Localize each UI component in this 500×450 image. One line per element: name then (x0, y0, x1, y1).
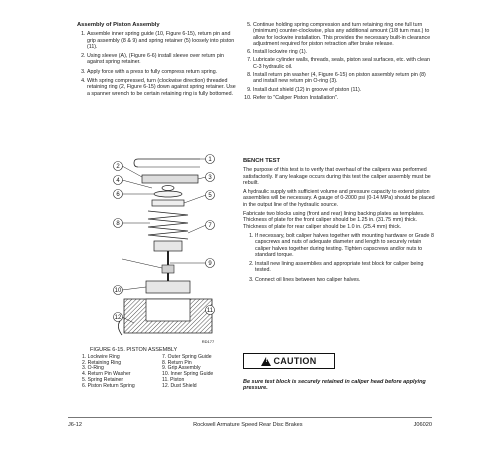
footer-page-number: J6-12 (68, 422, 82, 428)
bench-test-paragraph: The purpose of this test is to verify that overhaul of the calipers was performed satisfactorily. If any leakage occurs during this test the caliper assembly must be rebuilt. (243, 167, 431, 186)
figure-caption: FIGURE 6-15. PISTON ASSEMBLY (90, 347, 178, 353)
footer-title: Rockwell Armature Speed Rear Disc Brakes (193, 422, 303, 428)
legend-item: 5. Spring Retainer (82, 376, 124, 383)
page-footer (68, 417, 432, 432)
retaining-ring-shape (142, 175, 198, 183)
legend-item: 1. Lockwire Ring (82, 354, 120, 360)
bench-test-step: 2. Install new lining assemblies and appropriate test block for caliper being tested. (255, 261, 435, 274)
assembly-step: 3. Apply force with a press to fully compress return spring. (87, 69, 237, 75)
bench-test-paragraph: A hydraulic supply with sufficient volume and pressure capacity to extend piston assemblies will be necessary. A gauge of 0-2000 psi (0-14 MPa) should be placed in the output line of the hydraulic source. (243, 189, 435, 208)
legend-item: 9. Grip Assembly (162, 365, 201, 372)
assembly-step: 9. Install dust shield (12) in groove of piston (11). (253, 87, 433, 93)
assembly-step: 7. Lubricate cylinder walls, threads, seals, piston seal surfaces, etc. with clean C-3 hydraulic oil. (253, 57, 433, 70)
callout-4-label: 4 (116, 178, 120, 184)
piston-assembly-figure (108, 153, 220, 346)
assembly-steps (77, 31, 237, 97)
callout-1-label: 1 (208, 157, 212, 163)
callout-9-label: 9 (208, 261, 212, 267)
caution-label: CAUTION (273, 356, 317, 366)
assembly-step: 8. Install return pin washer (4, Figure 6-15) on piston assembly return pin (8) and install new return pin O-ring (3). (253, 72, 433, 85)
figure-legend (82, 355, 242, 389)
assembly-step: 6. Install lockwire ring (1). (253, 49, 433, 55)
legend-item: 6. Piston Return Spring (82, 382, 135, 389)
warning-triangle-icon: ! (261, 357, 271, 366)
callout-11-label: 11 (206, 308, 214, 314)
callout-10-label: 10 (114, 288, 122, 294)
bench-test-paragraph: Fabricate two blocks using (front and rear) lining backing plates as templates. Thickness of plate for the front caliper should be 1.25 in. (31.75 mm) thick. Thickness of plate for rear caliper should be 1.0 in. (25.4 mm) thick. (243, 211, 425, 230)
caution-banner (243, 353, 335, 369)
callout-6-label: 6 (116, 192, 120, 198)
legend-item: 11. Piston (162, 376, 185, 383)
assembly-heading: Assembly of Piston Assembly (77, 22, 160, 28)
assembly-step: 5. Continue holding spring compression and turn retaining ring one full turn (minimum) counter-clockwise, plus any additional amount (1/8 turn max.) to allow for lockwire installation. This provides the necessary built-in clearance adjustment required for piston retraction after brake release. (253, 22, 433, 47)
legend-item: 4. Return Pin Washer (82, 371, 131, 378)
figure-ref-code: RD177 (201, 339, 215, 344)
callout-3-label: 3 (208, 175, 212, 181)
assembly-step: 1. Assemble inner spring guide (10, Figure 6-15), return pin and grip assembly (8 & 9) and spring retainer (5) loosely into piston (11). (87, 31, 237, 50)
callout-2-label: 2 (116, 164, 120, 170)
legend-item: 10. Inner Spring Guide (162, 371, 214, 378)
bench-test-step: 1. If necessary, bolt caliper halves together with mounting hardware or Grade 8 capscrews and nuts of adequate diameter and length to securely retain caliper halves together during testing. Tighten capscrews and/or nuts to standard torque. (255, 233, 435, 258)
legend-item: 7. Outer Spring Guide (162, 354, 212, 360)
bench-test-step: 3. Connect oil lines between two caliper halves. (255, 277, 435, 283)
assembly-steps-continued (243, 22, 433, 101)
legend-item: 3. O-Ring (82, 365, 104, 372)
legend-item: 2. Retaining Ring (82, 359, 122, 366)
bench-test-section (243, 158, 435, 286)
assembly-step: 2. Using sleeve (A), (Figure 6-6) install sleeve over return pin against spring retainer. (87, 53, 237, 66)
assembly-continued (243, 22, 433, 103)
assembly-step: 4. With spring compressed, turn (clockwise direction) threaded retaining ring (2, Figure 6-15) down against spring retainer. Use a spanner wrench to be certain retaining ring is fully bottomed. (87, 78, 237, 97)
footer-doc-code: J06020 (413, 422, 432, 428)
legend-item: 12. Dust Shield (162, 382, 197, 389)
bench-test-heading: BENCH TEST (243, 158, 281, 164)
caution-note: Be sure test block is securely retained in caliper head before applying pressure. (243, 379, 426, 392)
legend-item: 8. Return Pin (162, 359, 192, 366)
return-spring-shape (148, 211, 188, 239)
callout-8-label: 8 (116, 221, 120, 227)
callout-12-label: 12 (114, 315, 122, 321)
assembly-section (77, 22, 237, 100)
bench-test-steps (243, 233, 435, 283)
callout-5-label: 5 (208, 193, 212, 199)
assembly-step: 10. Refer to "Caliper Piston Installation". (253, 95, 433, 101)
callout-7-label: 7 (208, 223, 212, 229)
